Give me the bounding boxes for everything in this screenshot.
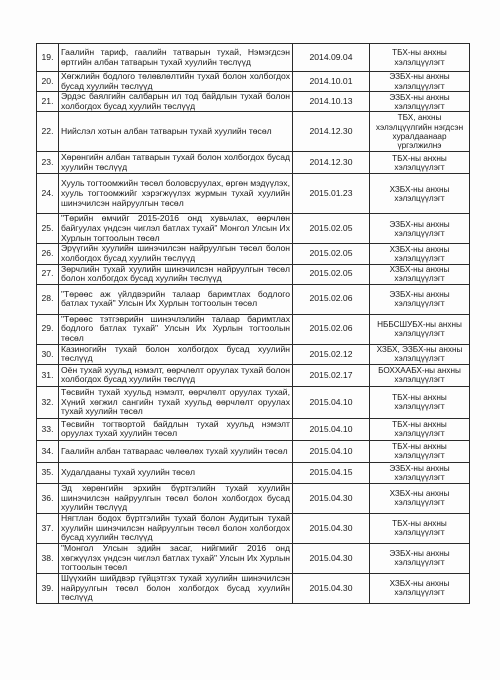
draft-title: Эрүүгийн хуулийн шинэчилсэн найруулгын төсөл болон холбогдох бусад хуулийн төслүүд [59, 244, 293, 264]
submission-date: 2015.01.23 [293, 174, 370, 214]
submission-date: 2015.02.05 [293, 264, 370, 284]
row-number: 23. [37, 152, 59, 174]
table-row [37, 72, 470, 92]
row-number: 34. [37, 440, 59, 462]
row-number: 27. [37, 264, 59, 284]
submission-date: 2014.10.13 [293, 92, 370, 112]
draft-title: Эд хөрөнгийн эрхийн бүртгэлийн тухай хуулийн шинэчилсэн найруулгын төсөл болон холбогдох бусад хуулийн төслүүд [59, 483, 293, 513]
draft-title: Шүүхийн шийдвэр гүйцэтгэх тухай хуулийн шинэчилсэн найруулгын төсөл болон холбогдох бусад хуулийн төслүүд [59, 573, 293, 603]
draft-title: Хөрөнгийн албан татварын тухай болон холбогдох бусад хуулийн төслүүд [59, 152, 293, 174]
review-status: ТБХ-ны анхны хэлэлцүүлэгт [370, 386, 470, 418]
row-number: 26. [37, 244, 59, 264]
review-status: БОХХААБХ-ны анхны хэлэлцүүлэгт [370, 364, 470, 386]
draft-title: Гаалийн тариф, гаалийн татварын тухай, Нэмэгдсэн өртгийн албан татварын тухай хуулийн төслүүд [59, 44, 293, 72]
review-status: ХЗБХ-ны анхны хэлэлцүүлэгт [370, 264, 470, 284]
review-status: ТБХ, анхны хэлэлцүүлгийн нэгдсэн хуралдаанаар үргэлжилнэ [370, 112, 470, 152]
draft-title: "Төрөөс аж үйлдвэрийн талаар баримтлах бодлого батлах тухай" Улсын Их Хурлын тогтоолын төсөл [59, 284, 293, 314]
table-row [37, 44, 470, 72]
table-row [37, 364, 470, 386]
draft-title: "Монгол Улсын эдийн засаг, нийгмийг 2016 онд хөгжүүлэх үндсэн чиглэл батлах тухай" Улсын Их Хурлын тогтоолын төсөл [59, 543, 293, 573]
review-status: ХЗБХ-ны анхны хэлэлцүүлэгт [370, 573, 470, 603]
table-row [37, 152, 470, 174]
review-status: ТБХ-ны анхны хэлэлцүүлэгт [370, 418, 470, 440]
table-row [37, 418, 470, 440]
row-number: 19. [37, 44, 59, 72]
review-status: ЭЗБХ-ны анхны хэлэлцүүлэгт [370, 462, 470, 483]
table-row [37, 344, 470, 364]
row-number: 21. [37, 92, 59, 112]
submission-date: 2014.10.01 [293, 72, 370, 92]
table-row [37, 284, 470, 314]
draft-title: Хууль тогтоомжийн төсөл боловсруулах, өргөн мэдүүлэх, хууль тогтоомжийг хэрэгжүүлэх журмын тухай хуулийн шинэчилсэн найруулгын төсөл [59, 174, 293, 214]
review-status: ЭЗБХ-ны анхны хэлэлцүүлэгт [370, 284, 470, 314]
draft-title: Хөгжлийн бодлого төлөвлөлтийн тухай болон холбогдох бусад хуулийн төслүүд [59, 72, 293, 92]
submission-date: 2015.04.10 [293, 418, 370, 440]
submission-date: 2014.09.04 [293, 44, 370, 72]
table-row [37, 573, 470, 603]
row-number: 37. [37, 513, 59, 543]
table-row [37, 244, 470, 264]
table-row [37, 314, 470, 344]
review-status: ЭЗБХ-ны анхны хэлэлцүүлэгт [370, 543, 470, 573]
submission-date: 2015.02.06 [293, 284, 370, 314]
row-number: 30. [37, 344, 59, 364]
submission-date: 2015.04.10 [293, 440, 370, 462]
draft-title: Казиногийн тухай болон холбогдох бусад хуулийн төслүүд [59, 344, 293, 364]
draft-title: Төсвийн тухай хуульд нэмэлт, өөрчлөлт оруулах тухай, Хүний хөгжил сангийн тухай хуульд өөрчлөлт оруулах тухай хуулийн төсөл [59, 386, 293, 418]
submission-date: 2015.02.12 [293, 344, 370, 364]
row-number: 32. [37, 386, 59, 418]
draft-title: "Төрийн өмчийг 2015-2016 онд хувьчлах, өөрчлөн байгуулах үндсэн чиглэл батлах тухай" Монгол Улсын Их Хурлын тогтоолын төсөл [59, 214, 293, 244]
row-number: 31. [37, 364, 59, 386]
submission-date: 2014.12.30 [293, 112, 370, 152]
review-status: ХЗБХ-ны анхны хэлэлцүүлэгт [370, 174, 470, 214]
table-row [37, 214, 470, 244]
table-row [37, 462, 470, 483]
table-row [37, 386, 470, 418]
submission-date: 2015.04.30 [293, 543, 370, 573]
table-row [37, 543, 470, 573]
table-row [37, 264, 470, 284]
row-number: 28. [37, 284, 59, 314]
table-row [37, 92, 470, 112]
draft-title: Гаалийн албан татвараас чөлөөлөх тухай хуулийн төсөл [59, 440, 293, 462]
row-number: 22. [37, 112, 59, 152]
submission-date: 2015.04.30 [293, 513, 370, 543]
submission-date: 2015.04.15 [293, 462, 370, 483]
submission-date: 2015.04.30 [293, 483, 370, 513]
draft-title: Төсвийн тогтвортой байдлын тухай хуульд нэмэлт оруулах тухай хуулийн төсөл [59, 418, 293, 440]
submission-date: 2015.02.06 [293, 314, 370, 344]
row-number: 36. [37, 483, 59, 513]
table-row [37, 174, 470, 214]
review-status: ЭЗБХ-ны анхны хэлэлцүүлэгт [370, 92, 470, 112]
draft-title: "Төрөөс тэтгэврийн шинэчлэлийн талаар баримтлах бодлого батлах тухай" Улсын Их Хурлын тогтоолын төсөл [59, 314, 293, 344]
table-row [37, 483, 470, 513]
review-status: НББСШУБХ-ны анхны хэлэлцүүлэгт [370, 314, 470, 344]
draft-title: Оён тухай хуульд нэмэлт, өөрчлөлт оруулах тухай болон холбогдох бусад хуулийн төслүүд [59, 364, 293, 386]
submission-date: 2015.04.30 [293, 573, 370, 603]
submission-date: 2015.02.05 [293, 214, 370, 244]
row-number: 24. [37, 174, 59, 214]
draft-title: Худалдааны тухай хуулийн төсөл [59, 462, 293, 483]
submission-date: 2015.04.10 [293, 386, 370, 418]
row-number: 35. [37, 462, 59, 483]
submission-date: 2015.02.05 [293, 244, 370, 264]
review-status: ЭЗБХ-ны анхны хэлэлцүүлэгт [370, 214, 470, 244]
row-number: 33. [37, 418, 59, 440]
draft-title: Зөрчлийн тухай хуулийн шинэчилсэн найруулгын төсөл болон холбогдох бусад хуулийн төслүүд [59, 264, 293, 284]
review-status: ЭЗБХ-ны анхны хэлэлцүүлэгт [370, 72, 470, 92]
row-number: 38. [37, 543, 59, 573]
review-status: ТБХ-ны анхны хэлэлцүүлэгт [370, 440, 470, 462]
table-row [37, 112, 470, 152]
table-row [37, 440, 470, 462]
review-status: ТБХ-ны анхны хэлэлцүүлэгт [370, 44, 470, 72]
law-drafts-table [36, 43, 470, 604]
row-number: 39. [37, 573, 59, 603]
draft-title: Нийслэл хотын албан татварын тухай хуулийн төсөл [59, 112, 293, 152]
row-number: 29. [37, 314, 59, 344]
review-status: ХЗБХ-ны анхны хэлэлцүүлэгт [370, 244, 470, 264]
submission-date: 2015.02.17 [293, 364, 370, 386]
review-status: ТБХ-ны анхны хэлэлцүүлэгт [370, 513, 470, 543]
row-number: 20. [37, 72, 59, 92]
draft-title: Нягтлан бодох бүртгэлийн тухай болон Аудитын тухай хуулийн шинэчилсэн найруулгын төсөл болон холбогдох бусад хуулийн төслүүд [59, 513, 293, 543]
row-number: 25. [37, 214, 59, 244]
review-status: ТБХ-ны анхны хэлэлцүүлэгт [370, 152, 470, 174]
submission-date: 2014.12.30 [293, 152, 370, 174]
table-row [37, 513, 470, 543]
review-status: ХЗБХ-ны анхны хэлэлцүүлэгт [370, 483, 470, 513]
review-status: ХЗБХ, ЭЗБХ-ны анхны хэлэлцүүлэгт [370, 344, 470, 364]
draft-title: Эрдэс баялгийн салбарын ил тод байдлын тухай болон холбогдох бусад хуулийн төслүүд [59, 92, 293, 112]
